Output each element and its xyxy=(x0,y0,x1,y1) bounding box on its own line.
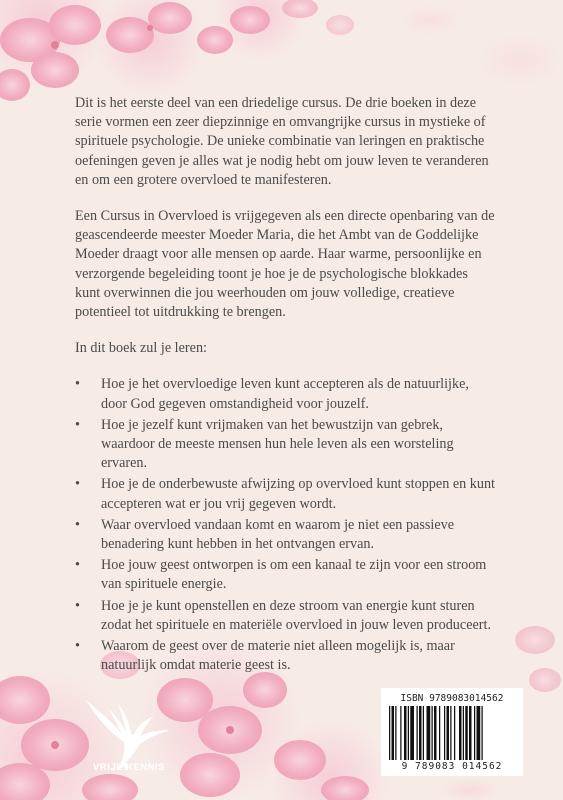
barcode-digits: 9 789083 014562 xyxy=(401,761,503,772)
barcode-bar xyxy=(432,706,433,760)
list-item: • Hoe je de onderbewuste afwijzing op overvloed kunt stoppen en kunt accepteren wat er jou vrij gegeven wordt. xyxy=(75,475,495,513)
barcode-bar xyxy=(444,706,445,760)
barcode-bar xyxy=(423,706,424,760)
barcode-bar xyxy=(454,706,455,760)
barcode-bar xyxy=(459,706,462,760)
barcode-bar xyxy=(469,706,472,760)
barcode-bar xyxy=(389,706,390,760)
list-item: • Waar overvloed vandaan komt en waarom je niet een passieve benadering kunt hebben in het ontvangen ervan. xyxy=(75,516,495,554)
barcode-bar xyxy=(474,706,475,760)
barcode-bar xyxy=(477,706,481,760)
list-item: • Hoe je jezelf kunt vrijmaken van het bewustzijn van gebrek, waardoor de meeste mensen hun hele leven als een worsteling ervaren. xyxy=(75,416,495,474)
isbn-label: ISBN 9789083014562 xyxy=(400,693,504,704)
barcode-bar xyxy=(404,706,407,760)
barcode xyxy=(381,688,523,776)
barcode-bar xyxy=(482,706,483,760)
back-cover-text xyxy=(75,94,495,677)
barcode-bar xyxy=(395,706,396,760)
list-item: • Waarom de geest over de materie niet alleen mogelijk is, maar natuurlijk omdat materie geest is. xyxy=(75,637,495,675)
barcode-bars xyxy=(389,706,515,760)
barcode-bar xyxy=(465,706,468,760)
description-paragraph: Een Cursus in Overvloed is vrijgegeven als een directe openbaring van de geascendeerde meester Moeder Maria, die het Ambt van de Goddelijke Moeder draagt voor alle mensen op aarde. Haar warme, persoonlijke en verzorgende begeleiding toont je hoe je de psychologische blokkades kunt overwinnen die jou weerhouden om jouw volledige, creatieve potentieel tot uitdrukking te brengen. xyxy=(75,208,495,321)
list-item: • Hoe je je kunt openstellen en deze stroom van energie kunt sturen zodat het spirituele en materiële overvloed in jouw leven produceert. xyxy=(75,597,495,635)
barcode-bar xyxy=(419,706,422,760)
learning-points-list xyxy=(75,375,495,675)
list-item: • Hoe jouw geest ontworpen is om een kanaal te zijn voor een stroom van spirituele energie. xyxy=(75,556,495,594)
barcode-bar xyxy=(434,706,437,760)
barcode-bar xyxy=(447,706,450,760)
barcode-bar xyxy=(408,706,409,760)
intro-paragraph: Dit is het eerste deel van een driedelige cursus. De drie boeken in deze serie vormen een zeer diepzinnige en omvangrijke cursus in mystieke of spirituele psychologie. De unieke combinatie van leringen en praktische oefeningen geven je alles wat je nodig hebt om jouw leven te veranderen en om een grotere overvloed te manifesteren. xyxy=(75,95,489,188)
barcode-bar xyxy=(427,706,431,760)
flower-cluster-top xyxy=(0,0,354,101)
barcode-bar xyxy=(463,706,464,760)
list-intro: In dit boek zul je leren: xyxy=(75,340,207,357)
barcode-bar xyxy=(417,706,418,760)
barcode-bar xyxy=(392,706,395,760)
list-item: • Hoe je het overvloedige leven kunt accepteren als de natuurlijke, door God gegeven omstandigheid voor jouzelf. xyxy=(75,375,495,413)
barcode-bar xyxy=(439,706,440,760)
barcode-bar xyxy=(450,706,451,760)
barcode-bar xyxy=(400,706,401,760)
publisher-name: VRIJE KENNIS xyxy=(93,762,165,773)
barcode-bar xyxy=(410,706,414,760)
